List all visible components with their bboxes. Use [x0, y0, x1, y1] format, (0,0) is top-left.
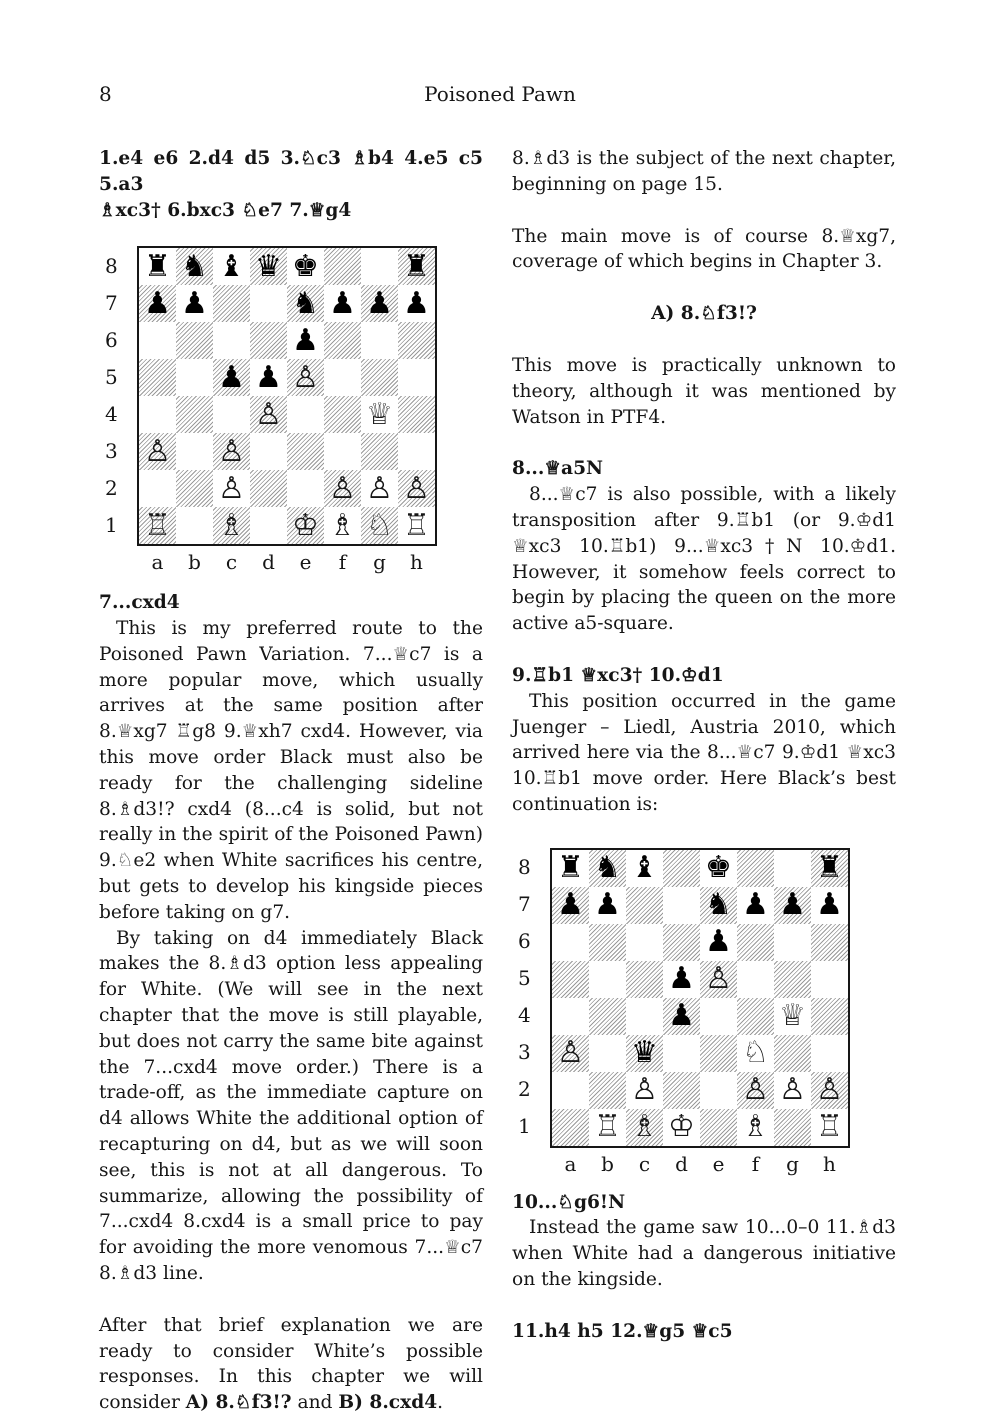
board-square-g4	[774, 998, 811, 1035]
black-piece-icon: ♞	[181, 248, 208, 284]
board-square-g1	[774, 1109, 811, 1146]
board-square-h5	[398, 359, 435, 396]
board-square-c4	[626, 998, 663, 1035]
board-square-f1	[737, 1109, 774, 1146]
board-square-g2	[774, 1072, 811, 1109]
board-square-f5	[324, 359, 361, 396]
right-column	[512, 146, 896, 1345]
black-piece-icon: ♟	[705, 924, 732, 960]
white-piece-icon: ♙	[144, 433, 171, 469]
paragraph-text: After that brief explanation we are ready to consider White’s possible responses. In this chapter we will consider	[99, 1314, 483, 1414]
white-piece-icon: ♗	[742, 1109, 769, 1145]
board-square-d5	[663, 961, 700, 998]
left-column	[99, 146, 483, 1416]
board-square-e4	[287, 396, 324, 433]
board-square-f8	[324, 248, 361, 285]
file-label: a	[564, 1151, 577, 1176]
board-square-h6	[398, 322, 435, 359]
paragraph: This is my preferred route to the Poisoned Pawn Variation. 7...♕c7 is a more popular move, which usually arrives at the same position after 8.♕xg7 ♖g8 9.♕xh7 cxd4. However, via this move order Black must also be ready for the challenging sideline 8.♗d3!? cxd4 (8...c4 is solid, but not really in the spirit of the Poisoned Pawn) 9.♘e2 when White sacrifices his centre, but gets to develop his kingside pieces before taking on g7.	[99, 617, 483, 923]
board-square-h2	[398, 470, 435, 507]
black-piece-icon: ♟	[668, 961, 695, 997]
file-label: e	[712, 1151, 725, 1176]
board-square-e5	[287, 359, 324, 396]
rank-label: 1	[105, 512, 118, 537]
rank-label: 3	[518, 1040, 531, 1065]
board-square-c2	[213, 470, 250, 507]
file-label: g	[786, 1151, 799, 1176]
rank-label: 6	[518, 929, 531, 954]
file-labels	[139, 550, 483, 576]
board-square-g6	[774, 924, 811, 961]
board-square-a7	[552, 887, 589, 924]
move-heading-8: 8...♕a5N	[512, 458, 604, 480]
board-square-c8	[213, 248, 250, 285]
board-square-g8	[361, 248, 398, 285]
board-square-e1	[287, 507, 324, 544]
black-piece-icon: ♜	[144, 248, 171, 284]
board-square-e3	[287, 433, 324, 470]
board-square-f4	[324, 396, 361, 433]
board-square-e5	[700, 961, 737, 998]
board-square-b4	[589, 998, 626, 1035]
board-square-h1	[811, 1109, 848, 1146]
black-piece-icon: ♚	[705, 850, 732, 886]
board-square-h3	[398, 433, 435, 470]
board-square-f6	[737, 924, 774, 961]
rank-label: 8	[518, 855, 531, 880]
black-piece-icon: ♟	[329, 285, 356, 321]
board-square-a5	[139, 359, 176, 396]
board-square-f2	[737, 1072, 774, 1109]
conjunction: and	[297, 1392, 333, 1414]
board-square-f8	[737, 850, 774, 887]
white-piece-icon: ♙	[631, 1072, 658, 1108]
move-heading-7: 7...cxd4	[99, 592, 180, 614]
board-square-d2	[663, 1072, 700, 1109]
board-square-d2	[250, 470, 287, 507]
board-square-b7	[176, 285, 213, 322]
board-square-f2	[324, 470, 361, 507]
black-piece-icon: ♟	[594, 887, 621, 923]
white-piece-icon: ♗	[631, 1109, 658, 1145]
white-piece-icon: ♘	[742, 1035, 769, 1071]
white-piece-icon: ♖	[816, 1109, 843, 1145]
black-piece-icon: ♜	[557, 850, 584, 886]
black-piece-icon: ♟	[292, 322, 319, 358]
black-piece-icon: ♝	[631, 850, 658, 886]
board-square-h7	[398, 285, 435, 322]
file-label: d	[675, 1151, 688, 1176]
board-square-e6	[287, 322, 324, 359]
board-square-f1	[324, 507, 361, 544]
white-piece-icon: ♖	[594, 1109, 621, 1145]
black-piece-icon: ♟	[742, 887, 769, 923]
paragraph: This move is practically unknown to theory, although it was mentioned by Watson in PTF4.	[512, 354, 896, 428]
board-square-b3	[176, 433, 213, 470]
white-piece-icon: ♙	[779, 1072, 806, 1108]
white-piece-icon: ♙	[742, 1072, 769, 1108]
paragraph: The main move is of course 8.♕xg7, coverage of which begins in Chapter 3.	[512, 225, 896, 273]
board-square-f7	[737, 887, 774, 924]
paragraph: This position occurred in the game Juenger – Liedl, Austria 2010, which arrived here via the 8...♕c7 9.♔d1 ♕xc3 10.♖b1 move order. Here Black’s best continuation is:	[512, 690, 896, 815]
board-square-h2	[811, 1072, 848, 1109]
board-square-d6	[250, 322, 287, 359]
board-square-a5	[552, 961, 589, 998]
white-piece-icon: ♙	[366, 470, 393, 506]
white-piece-icon: ♙	[218, 433, 245, 469]
white-piece-icon: ♔	[292, 507, 319, 543]
board-square-a2	[552, 1072, 589, 1109]
file-label: h	[823, 1151, 836, 1176]
black-piece-icon: ♛	[631, 1035, 658, 1071]
board-square-d1	[250, 507, 287, 544]
board-square-c5	[626, 961, 663, 998]
board-square-a3	[552, 1035, 589, 1072]
board-square-h3	[811, 1035, 848, 1072]
page-number: 8	[99, 82, 112, 106]
rank-labels	[99, 246, 137, 546]
black-piece-icon: ♟	[181, 285, 208, 321]
board-square-h8	[811, 850, 848, 887]
white-piece-icon: ♙	[329, 470, 356, 506]
white-piece-icon: ♗	[329, 507, 356, 543]
white-piece-icon: ♙	[816, 1072, 843, 1108]
rank-label: 7	[105, 290, 118, 315]
file-label: f	[751, 1151, 760, 1176]
board-square-b6	[176, 322, 213, 359]
board-square-f5	[737, 961, 774, 998]
white-piece-icon: ♖	[144, 507, 171, 543]
white-piece-icon: ♔	[668, 1109, 695, 1145]
board-square-c8	[626, 850, 663, 887]
board-square-f6	[324, 322, 361, 359]
chess-board	[137, 246, 437, 546]
white-piece-icon: ♗	[218, 507, 245, 543]
board-square-e7	[287, 285, 324, 322]
white-piece-icon: ♙	[218, 470, 245, 506]
white-piece-icon: ♕	[366, 396, 393, 432]
board-square-c2	[626, 1072, 663, 1109]
black-piece-icon: ♟	[218, 359, 245, 395]
file-label: h	[410, 550, 423, 575]
board-square-f3	[737, 1035, 774, 1072]
black-piece-icon: ♚	[292, 248, 319, 284]
rank-label: 5	[105, 364, 118, 389]
board-square-f7	[324, 285, 361, 322]
black-piece-icon: ♟	[366, 285, 393, 321]
intro-moves-line-1: 1.e4 e6 2.d4 d5 3.♘c3 ♗b4 4.e5 c5 5.a3	[99, 148, 483, 195]
board-square-a8	[552, 850, 589, 887]
board-square-h1	[398, 507, 435, 544]
black-piece-icon: ♟	[144, 285, 171, 321]
chess-diagram-1	[99, 246, 483, 576]
rank-label: 2	[518, 1077, 531, 1102]
file-label: g	[373, 550, 386, 575]
board-square-f4	[737, 998, 774, 1035]
board-square-d4	[250, 396, 287, 433]
board-square-c6	[213, 322, 250, 359]
black-piece-icon: ♟	[557, 887, 584, 923]
board-square-d3	[250, 433, 287, 470]
board-square-d5	[250, 359, 287, 396]
board-square-a1	[552, 1109, 589, 1146]
white-piece-icon: ♙	[705, 961, 732, 997]
black-piece-icon: ♟	[403, 285, 430, 321]
board-square-b3	[589, 1035, 626, 1072]
board-square-g8	[774, 850, 811, 887]
black-piece-icon: ♟	[668, 998, 695, 1034]
black-piece-icon: ♛	[255, 248, 282, 284]
board-square-d4	[663, 998, 700, 1035]
black-piece-icon: ♞	[594, 850, 621, 886]
move-heading-9: 9.♖b1 ♕xc3† 10.♔d1	[512, 664, 724, 686]
rank-label: 1	[518, 1114, 531, 1139]
black-piece-icon: ♟	[816, 887, 843, 923]
board-square-b2	[589, 1072, 626, 1109]
board-square-g6	[361, 322, 398, 359]
file-label: d	[262, 550, 275, 575]
board-square-a6	[139, 322, 176, 359]
board-square-c3	[626, 1035, 663, 1072]
board-square-h5	[811, 961, 848, 998]
board-square-c5	[213, 359, 250, 396]
board-square-b5	[589, 961, 626, 998]
board-square-g2	[361, 470, 398, 507]
board-square-b8	[176, 248, 213, 285]
paragraph: By taking on d4 immediately Black makes the 8.♗d3 option less appealing for White. (We will see in the next chapter that the move is still playable, but does not carry the same bite against the 7...cxd4 move order.) There is a trade-off, as the immediate capture on d4 allows White the additional option of recapturing on d4, but as we will soon see, this is not at all dangerous. To summarize, allowing the possibility of 7...cxd4 8.cxd4 is a small price to pay for avoiding the more venomous 7...♕c7 8.♗d3 line.	[99, 927, 483, 1284]
board-square-c6	[626, 924, 663, 961]
board-square-b6	[589, 924, 626, 961]
rank-label: 6	[105, 327, 118, 352]
board-square-a3	[139, 433, 176, 470]
board-square-g1	[361, 507, 398, 544]
black-piece-icon: ♟	[779, 887, 806, 923]
board-square-c1	[626, 1109, 663, 1146]
board-square-a1	[139, 507, 176, 544]
board-square-g5	[361, 359, 398, 396]
move-heading-11: 11.h4 h5 12.♕g5 ♕c5	[512, 1320, 733, 1342]
file-labels	[552, 1152, 896, 1178]
board-square-a6	[552, 924, 589, 961]
board-square-b7	[589, 887, 626, 924]
white-piece-icon: ♙	[403, 470, 430, 506]
move-heading-10: 10...♘g6!N	[512, 1191, 626, 1213]
board-square-e1	[700, 1109, 737, 1146]
black-piece-icon: ♜	[403, 248, 430, 284]
board-square-b2	[176, 470, 213, 507]
section-heading-a: A) 8.♘f3!?	[651, 303, 757, 325]
file-label: b	[601, 1151, 614, 1176]
board-square-h8	[398, 248, 435, 285]
board-square-e8	[700, 850, 737, 887]
section-ref-a: A) 8.♘f3!?	[185, 1392, 292, 1414]
paragraph: 8...♕c7 is also possible, with a likely transposition after 9.♖b1 (or 9.♔d1 ♕xc3 10.♖b1) 9...♕xc3†N 10.♔d1. However, it somehow feels correct to begin by placing the queen on the more active a5-square.	[512, 484, 896, 635]
paragraph-conclusion	[99, 1313, 483, 1416]
board-square-d8	[250, 248, 287, 285]
board-square-d7	[250, 285, 287, 322]
black-piece-icon: ♞	[292, 285, 319, 321]
board-square-g4	[361, 396, 398, 433]
file-label: a	[151, 550, 164, 575]
file-label: e	[299, 550, 312, 575]
white-piece-icon: ♙	[557, 1035, 584, 1071]
paragraph: Instead the game saw 10...0–0 11.♗d3 when White had a dangerous initiative on the kingside.	[512, 1217, 896, 1290]
file-label: c	[225, 550, 238, 575]
white-piece-icon: ♕	[779, 998, 806, 1034]
board-square-e2	[287, 470, 324, 507]
board-square-e3	[700, 1035, 737, 1072]
board-square-d8	[663, 850, 700, 887]
board-square-g3	[774, 1035, 811, 1072]
rank-labels	[512, 848, 550, 1148]
chess-board	[550, 848, 850, 1148]
board-square-e7	[700, 887, 737, 924]
white-piece-icon: ♘	[366, 507, 393, 543]
board-square-a2	[139, 470, 176, 507]
period: .	[437, 1392, 444, 1414]
rank-label: 3	[105, 438, 118, 463]
board-square-a4	[139, 396, 176, 433]
board-square-d6	[663, 924, 700, 961]
white-piece-icon: ♖	[403, 507, 430, 543]
intro-moves-line-2: ♗xc3† 6.bxc3 ♘e7 7.♕g4	[99, 199, 352, 221]
board-square-c7	[213, 285, 250, 322]
board-square-g7	[774, 887, 811, 924]
white-piece-icon: ♙	[292, 359, 319, 395]
board-square-e6	[700, 924, 737, 961]
board-square-d1	[663, 1109, 700, 1146]
file-label: f	[338, 550, 347, 575]
rank-label: 5	[518, 966, 531, 991]
board-square-c3	[213, 433, 250, 470]
board-square-b8	[589, 850, 626, 887]
rank-label: 4	[105, 401, 118, 426]
black-piece-icon: ♝	[218, 248, 245, 284]
board-square-g7	[361, 285, 398, 322]
board-square-g5	[774, 961, 811, 998]
paragraph: 8.♗d3 is the subject of the next chapter, beginning on page 15.	[512, 148, 896, 195]
board-square-h6	[811, 924, 848, 961]
black-piece-icon: ♟	[255, 359, 282, 395]
board-square-c4	[213, 396, 250, 433]
board-square-g3	[361, 433, 398, 470]
rank-label: 2	[105, 475, 118, 500]
board-square-h4	[398, 396, 435, 433]
black-piece-icon: ♜	[816, 850, 843, 886]
board-square-a8	[139, 248, 176, 285]
running-title: Poisoned Pawn	[424, 82, 576, 106]
board-square-a4	[552, 998, 589, 1035]
board-square-f3	[324, 433, 361, 470]
file-label: c	[638, 1151, 651, 1176]
board-square-e2	[700, 1072, 737, 1109]
board-square-b1	[589, 1109, 626, 1146]
rank-label: 8	[105, 253, 118, 278]
black-piece-icon: ♞	[705, 887, 732, 923]
rank-label: 4	[518, 1003, 531, 1028]
board-square-d3	[663, 1035, 700, 1072]
board-square-b1	[176, 507, 213, 544]
board-square-c1	[213, 507, 250, 544]
white-piece-icon: ♙	[255, 396, 282, 432]
file-label: b	[188, 550, 201, 575]
board-square-a7	[139, 285, 176, 322]
board-square-d7	[663, 887, 700, 924]
board-square-b4	[176, 396, 213, 433]
rank-label: 7	[518, 892, 531, 917]
board-square-c7	[626, 887, 663, 924]
board-square-b5	[176, 359, 213, 396]
board-square-e4	[700, 998, 737, 1035]
board-square-h7	[811, 887, 848, 924]
section-ref-b: B) 8.cxd4	[338, 1392, 438, 1414]
board-square-e8	[287, 248, 324, 285]
board-square-h4	[811, 998, 848, 1035]
chess-diagram-2	[512, 848, 896, 1178]
